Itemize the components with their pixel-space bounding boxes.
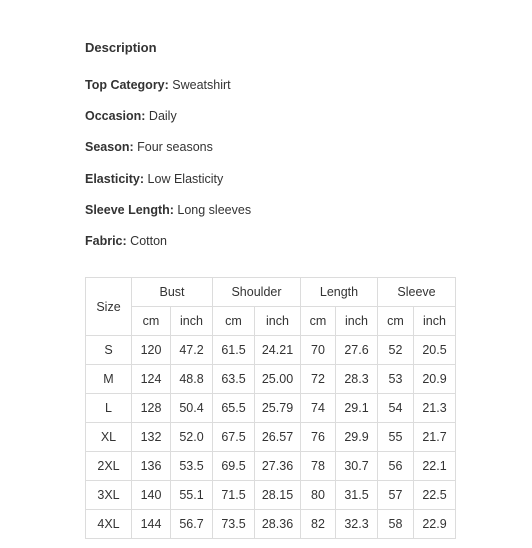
description-title: Description xyxy=(85,40,157,55)
value-cell: 20.9 xyxy=(414,365,456,394)
value-cell: 31.5 xyxy=(336,481,378,510)
value-cell: 48.8 xyxy=(171,365,213,394)
attribute-fabric xyxy=(85,234,167,248)
table-row xyxy=(86,452,456,481)
attribute-occasion xyxy=(85,109,177,123)
value-cell: 26.57 xyxy=(255,423,301,452)
attribute-key: Sleeve Length: xyxy=(85,203,174,217)
table-row xyxy=(86,336,456,365)
attribute-value: Four seasons xyxy=(137,140,213,154)
value-cell: 54 xyxy=(378,394,414,423)
value-cell: 69.5 xyxy=(213,452,255,481)
attribute-value: Daily xyxy=(148,109,177,123)
value-cell: 29.9 xyxy=(336,423,378,452)
group-header-sleeve: Sleeve xyxy=(378,278,456,307)
value-cell: 57 xyxy=(378,481,414,510)
size-label-cell: S xyxy=(86,336,132,365)
value-cell: 120 xyxy=(132,336,171,365)
value-cell: 25.00 xyxy=(255,365,301,394)
attribute-value: Sweatshirt xyxy=(172,78,231,92)
value-cell: 47.2 xyxy=(171,336,213,365)
unit-cell: inch xyxy=(336,307,378,336)
value-cell: 61.5 xyxy=(213,336,255,365)
value-cell: 78 xyxy=(301,452,336,481)
attribute-elasticity xyxy=(85,172,223,186)
value-cell: 52 xyxy=(378,336,414,365)
unit-cell: inch xyxy=(255,307,301,336)
value-cell: 56 xyxy=(378,452,414,481)
size-label-cell: XL xyxy=(86,423,132,452)
table-row xyxy=(86,481,456,510)
unit-cell: inch xyxy=(171,307,213,336)
size-label-cell: 4XL xyxy=(86,510,132,539)
size-label-cell: L xyxy=(86,394,132,423)
value-cell: 30.7 xyxy=(336,452,378,481)
attribute-sleeve-length xyxy=(85,203,251,217)
attribute-value: Cotton xyxy=(130,234,168,248)
value-cell: 58 xyxy=(378,510,414,539)
size-header-cell: Size xyxy=(86,278,132,336)
value-cell: 53.5 xyxy=(171,452,213,481)
value-cell: 65.5 xyxy=(213,394,255,423)
table-row xyxy=(86,423,456,452)
group-header-bust: Bust xyxy=(132,278,213,307)
value-cell: 52.0 xyxy=(171,423,213,452)
unit-cell: cm xyxy=(132,307,171,336)
value-cell: 28.3 xyxy=(336,365,378,394)
value-cell: 144 xyxy=(132,510,171,539)
value-cell: 55 xyxy=(378,423,414,452)
value-cell: 132 xyxy=(132,423,171,452)
unit-cell: cm xyxy=(378,307,414,336)
value-cell: 21.7 xyxy=(414,423,456,452)
value-cell: 21.3 xyxy=(414,394,456,423)
attribute-key: Fabric: xyxy=(85,234,127,248)
attribute-key: Occasion: xyxy=(85,109,146,123)
value-cell: 29.1 xyxy=(336,394,378,423)
size-label-cell: 2XL xyxy=(86,452,132,481)
value-cell: 55.1 xyxy=(171,481,213,510)
size-label-cell: M xyxy=(86,365,132,394)
value-cell: 53 xyxy=(378,365,414,394)
value-cell: 76 xyxy=(301,423,336,452)
table-header-row xyxy=(86,278,456,307)
size-chart-table xyxy=(85,277,456,539)
value-cell: 50.4 xyxy=(171,394,213,423)
value-cell: 136 xyxy=(132,452,171,481)
value-cell: 82 xyxy=(301,510,336,539)
attribute-key: Elasticity: xyxy=(85,172,145,186)
unit-cell: cm xyxy=(213,307,255,336)
table-row xyxy=(86,510,456,539)
value-cell: 25.79 xyxy=(255,394,301,423)
unit-header-row xyxy=(86,307,456,336)
attribute-key: Season: xyxy=(85,140,134,154)
attribute-top-category xyxy=(85,78,231,92)
value-cell: 72 xyxy=(301,365,336,394)
group-header-shoulder: Shoulder xyxy=(213,278,301,307)
value-cell: 27.36 xyxy=(255,452,301,481)
attribute-season xyxy=(85,140,213,154)
attribute-value: Long sleeves xyxy=(177,203,252,217)
value-cell: 124 xyxy=(132,365,171,394)
table-row xyxy=(86,365,456,394)
unit-cell: inch xyxy=(414,307,456,336)
value-cell: 24.21 xyxy=(255,336,301,365)
size-label-cell: 3XL xyxy=(86,481,132,510)
value-cell: 27.6 xyxy=(336,336,378,365)
value-cell: 22.1 xyxy=(414,452,456,481)
attribute-key: Top Category: xyxy=(85,78,169,92)
value-cell: 20.5 xyxy=(414,336,456,365)
value-cell: 22.9 xyxy=(414,510,456,539)
attribute-value: Low Elasticity xyxy=(147,172,224,186)
value-cell: 22.5 xyxy=(414,481,456,510)
unit-cell: cm xyxy=(301,307,336,336)
value-cell: 128 xyxy=(132,394,171,423)
value-cell: 74 xyxy=(301,394,336,423)
value-cell: 63.5 xyxy=(213,365,255,394)
value-cell: 71.5 xyxy=(213,481,255,510)
value-cell: 70 xyxy=(301,336,336,365)
value-cell: 140 xyxy=(132,481,171,510)
value-cell: 56.7 xyxy=(171,510,213,539)
group-header-length: Length xyxy=(301,278,378,307)
value-cell: 80 xyxy=(301,481,336,510)
value-cell: 67.5 xyxy=(213,423,255,452)
value-cell: 28.36 xyxy=(255,510,301,539)
value-cell: 28.15 xyxy=(255,481,301,510)
value-cell: 73.5 xyxy=(213,510,255,539)
value-cell: 32.3 xyxy=(336,510,378,539)
table-row xyxy=(86,394,456,423)
